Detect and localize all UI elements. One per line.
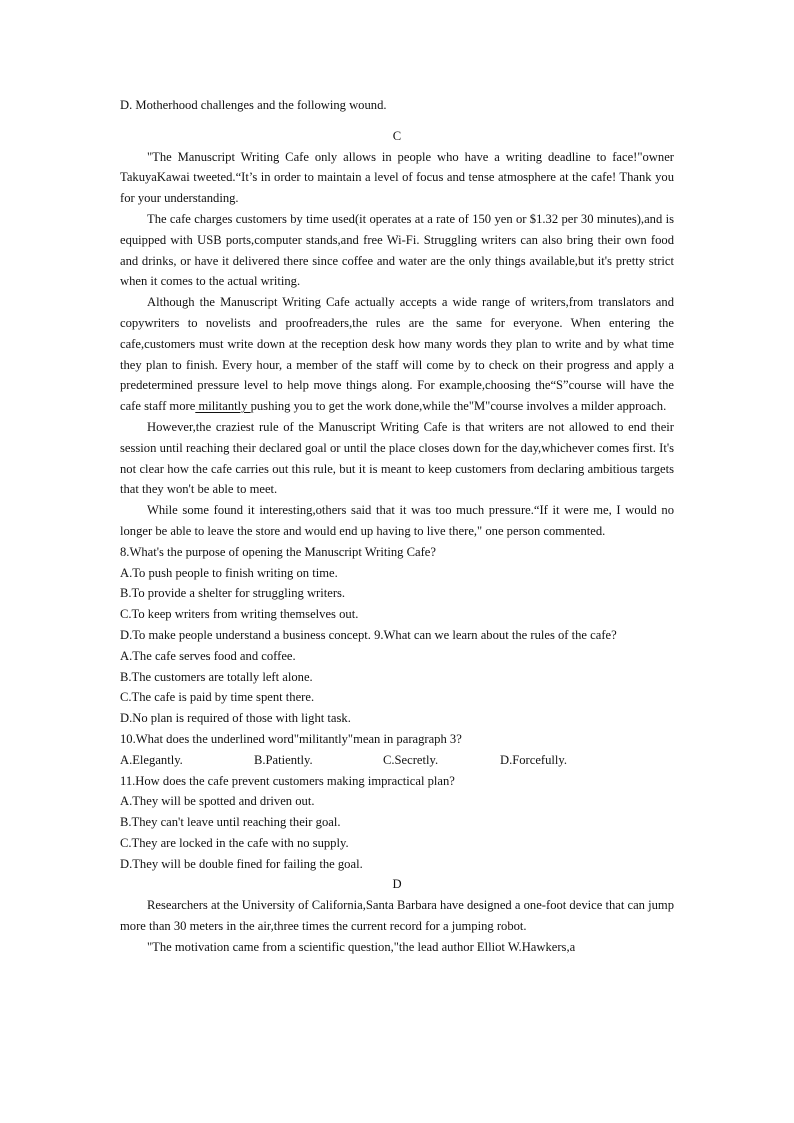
question-11: 11.How does the cafe prevent customers making impractical plan? bbox=[120, 773, 455, 788]
question-10-options bbox=[120, 750, 674, 771]
question-8-option-d-and-question-9: D.To make people understand a business concept. 9.What can we learn about the rules of the cafe? bbox=[120, 627, 617, 642]
question-11-option-c: C.They are locked in the cafe with no supply. bbox=[120, 835, 349, 850]
underlined-word-militantly: militantly bbox=[195, 399, 251, 414]
paragraph-3-text-before: Although the Manuscript Writing Cafe actually accepts a wide range of writers,from translators and copywriters to novelists and proofreaders,the rules are the same for everyone. When entering the cafe,customers must write down at the reception desk how many words they plan to write and by what time they plan to finish. Every hour, a member of the staff will come by to check on their progress and apply a predetermined pressure level to help move things along. For example,choosing the“S”course will have the cafe staff more bbox=[120, 295, 674, 414]
question-11-option-b: B.They can't leave until reaching their goal. bbox=[120, 815, 341, 830]
question-9-option-d: D.No plan is required of those with light task. bbox=[120, 711, 351, 726]
question-8-option-b: B.To provide a shelter for struggling writers. bbox=[120, 586, 346, 601]
passage-d-paragraph-2: "The motivation came from a scientific question,"the lead author Elliot W.Hawkers,a bbox=[147, 939, 576, 954]
spacer bbox=[120, 116, 674, 126]
prev-option-d: D. Motherhood challenges and the following wound. bbox=[120, 98, 387, 112]
question-11-option-d: D.They will be double fined for failing the goal. bbox=[120, 856, 363, 871]
question-11-option-a: A.They will be spotted and driven out. bbox=[120, 794, 315, 809]
question-8: 8.What's the purpose of opening the Manuscript Writing Cafe? bbox=[120, 544, 436, 559]
passage-c-paragraph-1: "The Manuscript Writing Cafe only allows in people who have a writing deadline to face!"owner TakuyaKawai tweeted.“It’s in order to maintain a level of focus and tense atmosphere at the cafe! Thank you for your understanding. bbox=[120, 149, 674, 206]
passage-c-heading: C bbox=[392, 128, 402, 143]
question-8-option-a: A.To push people to finish writing on time. bbox=[120, 565, 338, 580]
question-9-option-b: B.The customers are totally left alone. bbox=[120, 669, 313, 684]
passage-c-paragraph-4: However,the craziest rule of the Manuscript Writing Cafe is that writers are not allowed to end their session until reaching their declared goal or until the place closes down for the day,whichever comes first. It's not clear how the cafe carries out this rule, but it is meant to keep customers from declaring ambitious targets that they won't be able to meet. bbox=[120, 419, 674, 497]
question-10-option-b: B.Patiently. bbox=[254, 752, 313, 767]
question-9-option-c: C.The cafe is paid by time spent there. bbox=[120, 690, 315, 705]
question-8-option-c: C.To keep writers from writing themselves out. bbox=[120, 607, 359, 622]
passage-c-paragraph-2: The cafe charges customers by time used(it operates at a rate of 150 yen or $1.32 per 30 minutes),and is equipped with USB ports,computer stands,and free Wi-Fi. Struggling writers can also bring their own food and drinks, or have it delivered there since coffee and water are the only things available,but it's pretty strict when it comes to the actual writing. bbox=[120, 211, 674, 289]
question-9-option-a: A.The cafe serves food and coffee. bbox=[120, 648, 296, 663]
passage-c-paragraph-3 bbox=[120, 292, 674, 417]
passage-d-paragraph-1: Researchers at the University of California,Santa Barbara have designed a one-foot device that can jump more than 30 meters in the air,three times the current record for a jumping robot. bbox=[120, 898, 674, 934]
document-page bbox=[120, 95, 674, 958]
paragraph-3-text-after: pushing you to get the work done,while the"M"course involves a milder approach. bbox=[250, 399, 667, 414]
question-10: 10.What does the underlined word"militantly"mean in paragraph 3? bbox=[120, 731, 462, 746]
question-10-option-c: C.Secretly. bbox=[383, 752, 439, 767]
passage-d-heading: D bbox=[392, 877, 402, 892]
question-10-option-a: A.Elegantly. bbox=[120, 752, 183, 767]
question-10-option-d: D.Forcefully. bbox=[500, 752, 568, 767]
passage-c-paragraph-5: While some found it interesting,others said that it was too much pressure.“If it were me, I would no longer be able to leave the store and would end up having to live there," one person commented. bbox=[120, 503, 674, 538]
